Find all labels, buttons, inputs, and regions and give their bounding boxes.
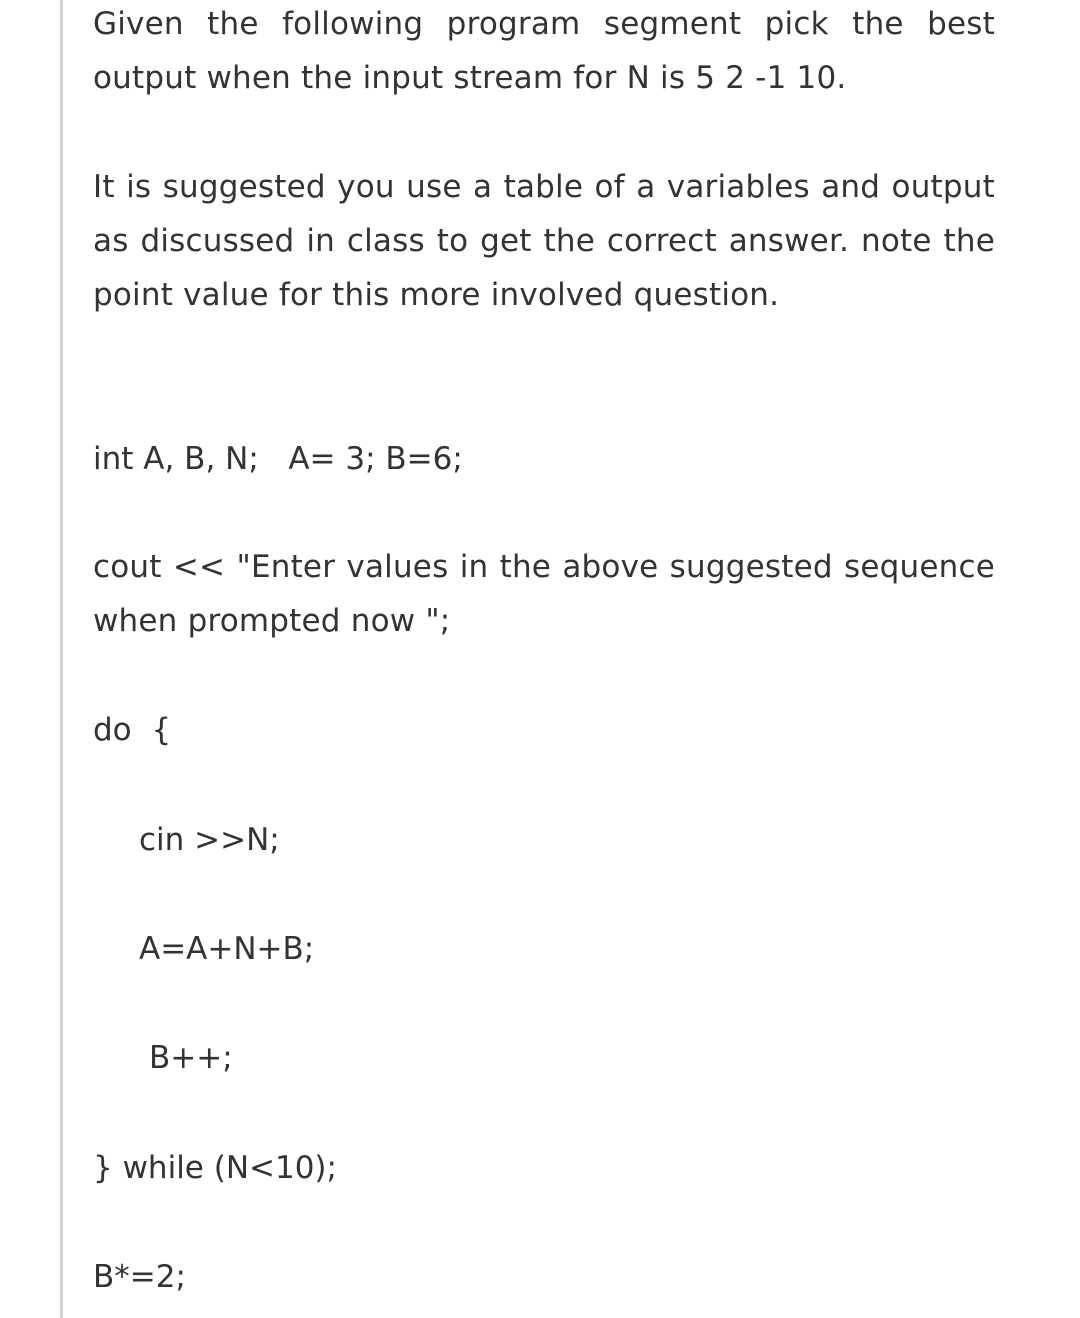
code-cout-statement: cout << "Enter values in the above suggested sequence when prompted now "; <box>93 549 995 639</box>
code-increment-b-line: B++; <box>149 1040 233 1076</box>
page-left-border <box>60 0 63 1318</box>
code-final-line: B*=2; <box>93 1259 186 1295</box>
code-declaration-line: int A, B, N; A= 3; B=6; <box>93 441 463 477</box>
code-while-line: } while (N<10); <box>93 1150 337 1186</box>
question-suggestion-text: It is suggested you use a table of a variables and output as discussed in class to get the correct answer. note the point value for this more involved question. <box>93 169 995 313</box>
code-assign-a-line: A=A+N+B; <box>139 931 315 967</box>
code-do-open-line: do { <box>93 712 172 748</box>
code-cin-line: cin >>N; <box>139 822 280 858</box>
question-intro-text: Given the following program segment pick the best output when the input stream for N is 5 2 -1 10. <box>93 6 995 96</box>
